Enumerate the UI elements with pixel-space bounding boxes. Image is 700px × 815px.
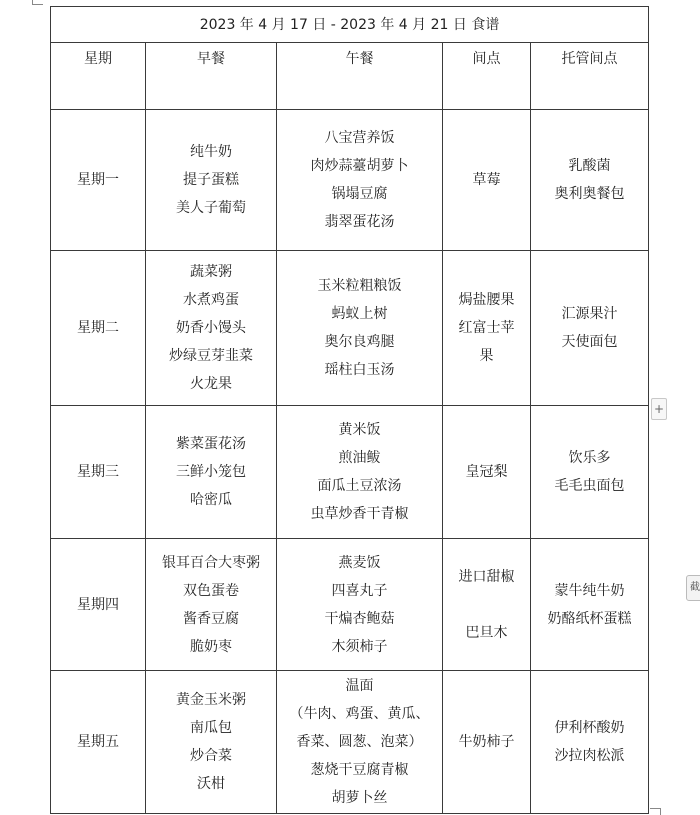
menu-item: 干煸杏鲍菇 [324, 610, 395, 627]
menu-item: 煎油鲅 [338, 450, 381, 466]
menu-item: 紫菜蛋花汤 [176, 436, 246, 452]
menu-item [443, 591, 530, 619]
menu-item: 草莓 [472, 172, 501, 188]
table-row [51, 251, 649, 406]
menu-item: 翡翠蛋花汤 [324, 214, 395, 230]
menu-item: 果 [479, 348, 494, 364]
menu-item: 三鲜小笼包 [176, 464, 246, 480]
lunch-cell [277, 251, 443, 406]
menu-item: 银耳百合大枣粥 [162, 554, 260, 571]
menu-item: 虫草炒香干青椒 [310, 506, 409, 522]
header-snack: 间点 [443, 43, 531, 110]
header-care-snack: 托管间点 [531, 43, 649, 110]
menu-item: 水煮鸡蛋 [183, 292, 239, 308]
menu-item: 巴旦木 [465, 624, 508, 641]
menu-item: 锅塌豆腐 [331, 186, 388, 202]
menu-item: 酱香豆腐 [183, 610, 239, 627]
menu-item: 纯牛奶 [190, 144, 232, 160]
menu-item: 哈密瓜 [190, 492, 232, 508]
menu-item: 天使面包 [561, 334, 618, 350]
menu-item: 蔬菜粥 [190, 264, 232, 280]
add-row-button[interactable]: + [651, 398, 667, 420]
breakfast-cell [146, 539, 277, 671]
menu-item: 蚂蚁上树 [331, 306, 388, 322]
menu-item: 红富士苹 [458, 320, 515, 336]
menu-item: 乳酸菌 [568, 158, 611, 174]
menu-item: 肉炒蒜薹胡萝卜 [310, 158, 409, 174]
snack-cell [443, 539, 531, 671]
menu-item: 南瓜包 [190, 720, 232, 736]
weekday-cell: 星期四 [51, 539, 146, 671]
menu-item: 炒绿豆芽韭菜 [169, 348, 253, 364]
menu-item: 黄金玉米粥 [176, 692, 246, 708]
menu-item: 瑶柱白玉汤 [324, 362, 395, 378]
header-row [51, 43, 649, 110]
menu-item: 奶酪纸杯蛋糕 [547, 610, 632, 627]
menu-item: 双色蛋卷 [183, 582, 239, 599]
menu-item: 提子蛋糕 [183, 172, 239, 188]
table-row [51, 671, 649, 814]
menu-item: 美人子葡萄 [176, 200, 246, 216]
weekday-cell: 星期二 [51, 251, 146, 406]
snack-cell [443, 110, 531, 251]
menu-item: 燕麦饭 [338, 554, 381, 571]
menu-item: 奶香小馒头 [176, 320, 246, 336]
menu-table [50, 6, 649, 814]
menu-item: 八宝营养饭 [324, 130, 395, 146]
menu-item: 火龙果 [190, 376, 232, 392]
menu-item: 沃柑 [197, 776, 225, 792]
menu-item: 木须柿子 [331, 638, 388, 655]
menu-item: 面瓜土豆浓汤 [317, 478, 402, 494]
header-weekday: 星期 [51, 43, 146, 110]
menu-item: 胡萝卜丝 [331, 790, 388, 806]
menu-item: 焗盐腰果 [458, 292, 515, 308]
table-row [51, 539, 649, 671]
header-lunch: 午餐 [277, 43, 443, 110]
menu-item: 四喜丸子 [331, 582, 388, 599]
snack-cell [443, 251, 531, 406]
menu-item: 炒合菜 [190, 748, 232, 764]
menu-item: 温面 [345, 678, 374, 694]
menu-item: 香菜、圆葱、泡菜） [296, 734, 423, 750]
lunch-cell [277, 406, 443, 539]
breakfast-cell [146, 406, 277, 539]
lunch-cell [277, 110, 443, 251]
menu-item: 黄米饭 [338, 422, 381, 438]
weekday-cell: 星期一 [51, 110, 146, 251]
menu-item: 牛奶柿子 [458, 734, 515, 750]
care-snack-cell [531, 671, 649, 814]
breakfast-cell [146, 110, 277, 251]
snack-cell [443, 671, 531, 814]
menu-item: 奥利奥餐包 [554, 186, 625, 202]
menu-item: 玉米粒粗粮饭 [317, 278, 402, 294]
weekday-cell: 星期五 [51, 671, 146, 814]
breakfast-cell [146, 251, 277, 406]
breakfast-cell [146, 671, 277, 814]
menu-item: 毛毛虫面包 [554, 478, 625, 494]
menu-item: 进口甜椒 [458, 568, 515, 585]
menu-item: （牛肉、鸡蛋、黄瓜、 [289, 706, 430, 722]
menu-item: 饮乐多 [568, 450, 611, 466]
menu-item: 蒙牛纯牛奶 [554, 582, 625, 599]
menu-item: 汇源果汁 [561, 306, 618, 322]
lunch-cell [277, 671, 443, 814]
lunch-cell [277, 539, 443, 671]
menu-item: 伊利杯酸奶 [554, 720, 625, 736]
menu-item: 奥尔良鸡腿 [324, 334, 395, 350]
care-snack-cell [531, 251, 649, 406]
care-snack-cell [531, 539, 649, 671]
title-row [51, 7, 649, 43]
menu-title: 2023 年 4 月 17 日 - 2023 年 4 月 21 日 食谱 [51, 7, 649, 43]
weekday-cell: 星期三 [51, 406, 146, 539]
menu-item: 沙拉肉松派 [554, 748, 625, 764]
care-snack-cell [531, 406, 649, 539]
menu-item: 皇冠梨 [465, 464, 508, 480]
menu-item: 脆奶枣 [190, 638, 232, 655]
table-row [51, 406, 649, 539]
table-row [51, 110, 649, 251]
care-snack-cell [531, 110, 649, 251]
snack-cell [443, 406, 531, 539]
header-breakfast: 早餐 [146, 43, 277, 110]
side-screenshot-tab[interactable]: 截 [686, 575, 700, 601]
page-corner-mark [32, 0, 43, 5]
menu-item: 葱烧干豆腐青椒 [310, 762, 409, 778]
